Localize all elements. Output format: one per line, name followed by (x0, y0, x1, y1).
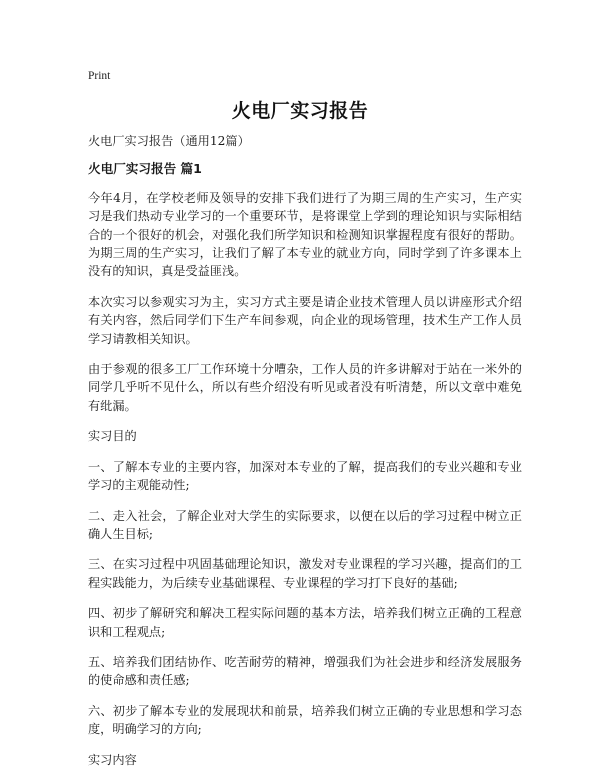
document-body (88, 132, 522, 781)
purpose-item-4: 四、初步了解研究和解决工程实际问题的基本方法，培养我们树立正确的工程意识和工程观点; (88, 606, 522, 639)
document-subtitle: 火电厂实习报告（通用12篇） (88, 134, 250, 148)
label-purpose: 实习目的 (88, 429, 137, 444)
purpose-item-1: 一、了解本专业的主要内容，加深对本专业的了解，提高我们的专业兴趣和专业学习的主观能动性; (88, 459, 522, 493)
purpose-item-2: 二、走入社会，了解企业对大学生的实际要求，以便在以后的学习过程中树立正确人生目标; (88, 508, 522, 541)
section-heading: 火电厂实习报告 篇1 (88, 161, 202, 177)
document-title: 火电厂实习报告 (231, 100, 369, 122)
print-label: Print (88, 70, 111, 82)
purpose-item-6: 六、初步了解本专业的发展现状和前景，培养我们树立正确的专业思想和学习态度，明确学习的方向; (88, 703, 522, 737)
purpose-item-5: 五、培养我们团结协作、吃苦耐劳的精神，增强我们为社会进步和经济发展服务的使命感和责任感; (88, 654, 522, 688)
paragraph-intro: 今年4月，在学校老师及领导的安排下我们进行了为期三周的生产实习，生产实习是我们热动专业学习的一个重要环节，是将课堂上学到的理论知识与实际相结合的一个很好的机会，对强化我们所学知识和检测知识掌握程度有很好的帮助。为期三周的生产实习，让我们了解了本专业的就业方向，同时学到了许多课本上没有的知识，真是受益匪浅。 (88, 190, 522, 279)
purpose-item-3: 三、在实习过程中巩固基础理论知识，激发对专业课程的学习兴趣，提高们的工程实践能力，为后续专业基础课程、专业课程的学习打下良好的基础; (88, 557, 522, 590)
label-content: 实习内容 (88, 752, 137, 767)
paragraph-method: 本次实习以参观实习为主，实习方式主要是请企业技术管理人员以讲座形式介绍有关内容，然后同学们下生产车间参观，向企业的现场管理，技术生产工作人员学习请教相关知识。 (88, 294, 522, 346)
paragraph-note: 由于参观的很多工厂工作环境十分嘈杂，工作人员的许多讲解对于站在一米外的同学几乎听不见什么，所以有些介绍没有听见或者没有听清楚，所以文章中难免有纰漏。 (88, 362, 522, 413)
